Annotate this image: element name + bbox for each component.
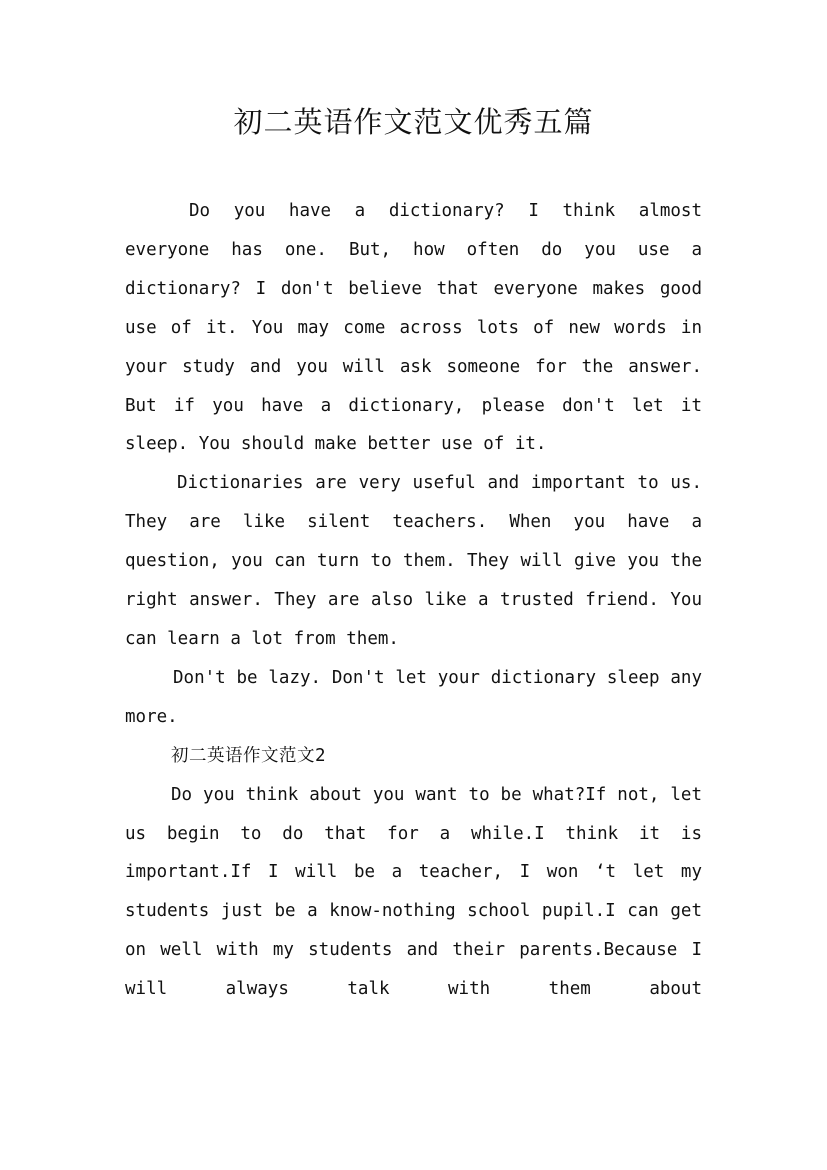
paragraph-dictionary-intro: Do you have a dictionary? I think almost everyone has one. But, how often do you use a dictionary? I don't believe that everyone makes good use of it. You may come across lots of new words in your study and you will ask someone for the answer. But if you have a dictionary, please don't let it sleep. You should make better use of it. — [125, 201, 702, 455]
document-body — [125, 192, 702, 1009]
paragraph-dictionary-usefulness: Dictionaries are very useful and important to us. They are like silent teachers. When you have a question, you can turn to them. They will give you the right answer. They are also like a trusted friend. You can learn a lot from them. — [125, 473, 702, 649]
section-heading-essay-2: 初二英语作文范文2 — [171, 745, 327, 766]
document-title: 初二英语作文范文优秀五篇 — [233, 105, 594, 139]
paragraph-essay-2-text: Do you think about you want to be what?If not, let us begin to do that for a while.I think it is important.If I will be a teacher, I won ‘t let my students just be a know-nothing school pupil.I can get on well with my students and their parents.Because I will always talk with them about — [125, 784, 702, 1000]
paragraph-dictionary-closing: Don't be lazy. Don't let your dictionary sleep any more. — [125, 667, 702, 727]
